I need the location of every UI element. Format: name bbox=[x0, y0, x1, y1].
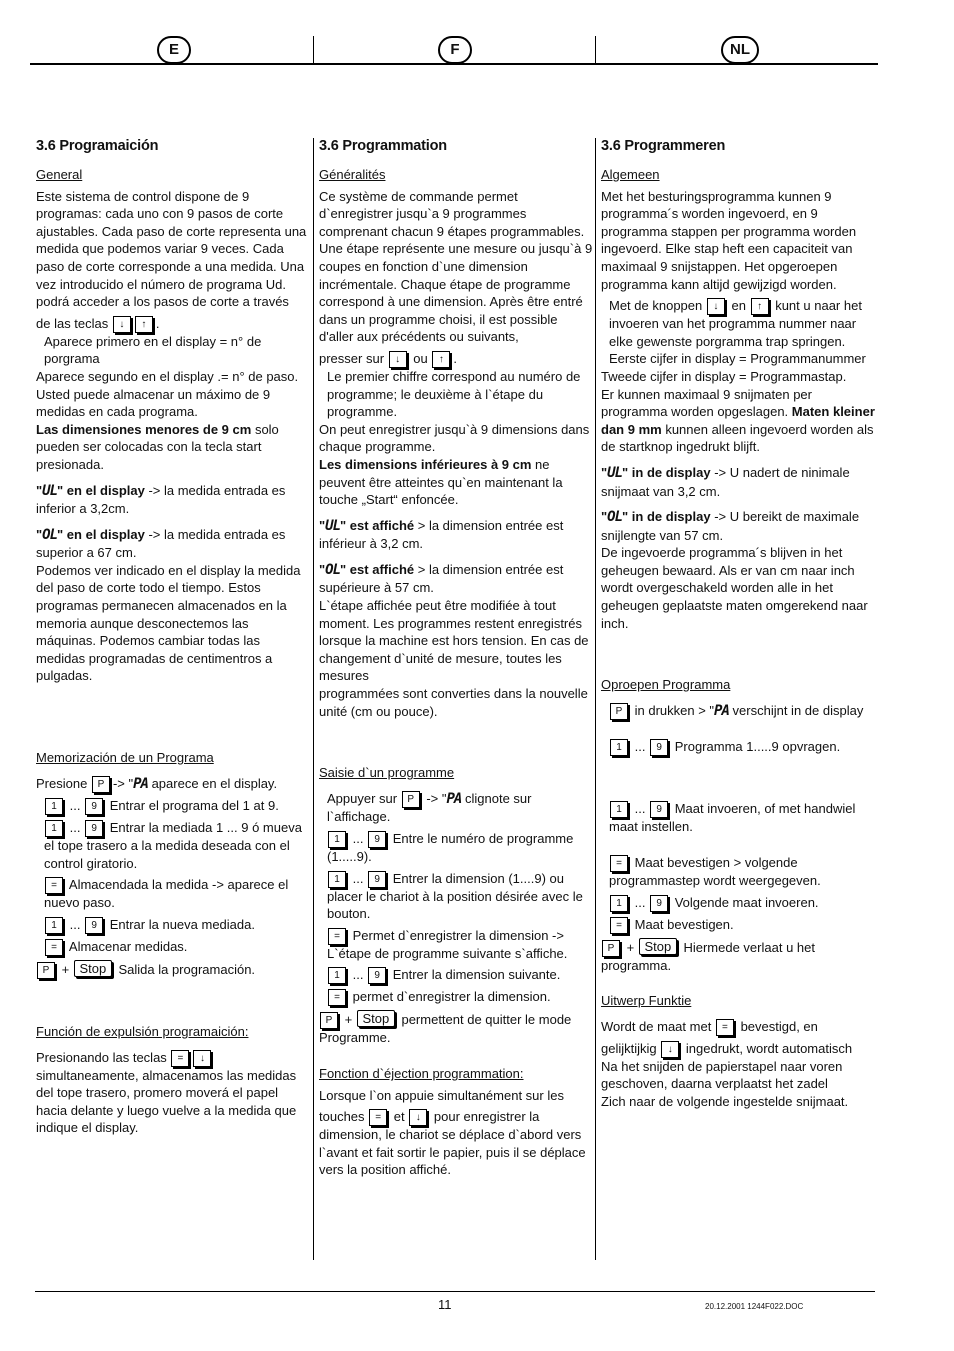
step bbox=[319, 988, 593, 1006]
key-up: ↑ bbox=[432, 351, 450, 368]
key-1: 1 bbox=[610, 801, 628, 818]
key-stop: Stop bbox=[639, 938, 677, 955]
step bbox=[601, 894, 875, 912]
text: Entrar la mediada 1 ... 9 ó mueva el tope trasero a la medida deseada con el control giratorio. bbox=[44, 820, 302, 871]
step bbox=[36, 916, 308, 934]
paragraph: Aparece segundo en el display .= n° de paso. bbox=[36, 368, 299, 384]
step bbox=[319, 830, 593, 866]
quote: " bbox=[601, 509, 608, 525]
text: touches bbox=[319, 1109, 365, 1125]
quote: " bbox=[601, 464, 608, 480]
key-eq: = bbox=[328, 989, 346, 1006]
lcd-ul: UL bbox=[42, 482, 58, 499]
paragraph bbox=[319, 561, 593, 597]
key-p: P bbox=[610, 703, 628, 720]
paragraph: Lorsque l`on appuie simultanément sur les bbox=[319, 1087, 564, 1103]
key-1: 1 bbox=[610, 739, 628, 756]
text: Almacendada la medida -> aparece el nuevo paso. bbox=[44, 877, 289, 911]
bold-text: Les dimensions inférieures à 9 cm bbox=[319, 456, 532, 472]
key-eq: = bbox=[45, 939, 63, 956]
lcd-ul: UL bbox=[325, 517, 341, 534]
subheading: Memorización de un Programa bbox=[36, 750, 214, 766]
key-9: 9 bbox=[85, 798, 103, 815]
paragraph bbox=[319, 790, 593, 826]
column-divider bbox=[595, 138, 596, 1260]
text: ... bbox=[634, 894, 646, 910]
paragraph: Este sistema de control dispone de 9 programas: cada uno con 9 pasos de corte ajustables. Cada paso de corte representa una medida que podemos variar 9 veces. Cada paso de corte corresponde a una medida. Una vez introducido el número de programa Ud. podrá acceder a los pasos de corte a través bbox=[36, 188, 307, 310]
key-1: 1 bbox=[328, 831, 346, 848]
text: ... bbox=[634, 739, 646, 755]
text: ... bbox=[352, 967, 364, 983]
text: + bbox=[61, 962, 70, 977]
paragraph: Eerste cijfer in display = Programmanummer bbox=[609, 351, 866, 367]
text: ne peuvent être atteintes qu`en maintenant la touche „Start“ enfoncée. bbox=[319, 456, 563, 508]
key-p: P bbox=[320, 1012, 338, 1029]
key-down: ↓ bbox=[389, 351, 407, 368]
text: kunt u naar het invoeren van het programma nummer naar elke gewenste porgramma trap springen. bbox=[609, 298, 862, 349]
paragraph: L`étape affichée peut être modifiée à tout moment. Les programmes restent enregistrés lorsque la machine est hors tension. En cas de changement d`unité de mesure, toutes les mesures bbox=[319, 598, 589, 684]
lcd-ul: UL bbox=[607, 464, 623, 481]
column-french bbox=[319, 138, 593, 1179]
text: ... bbox=[69, 798, 81, 814]
key-p: P bbox=[402, 791, 420, 808]
text: Hiermede verlaat u het programma. bbox=[601, 939, 815, 973]
key-eq: = bbox=[369, 1109, 387, 1126]
step bbox=[36, 938, 308, 956]
header-divider bbox=[313, 36, 314, 64]
text: permettent de quitter le mode Programme. bbox=[319, 1012, 572, 1046]
text: ... bbox=[634, 801, 646, 817]
step bbox=[36, 819, 308, 872]
key-1: 1 bbox=[610, 895, 628, 912]
text: permet d`enregistrer la dimension. bbox=[352, 989, 551, 1005]
paragraph: Usted puede almacenar un máximo de 9 medidas en cada programa. bbox=[36, 386, 271, 420]
text: + bbox=[626, 939, 635, 955]
lcd-ol: OL bbox=[607, 509, 623, 526]
subheading: Función de expulsión programaición: bbox=[36, 1024, 249, 1039]
text: clignote sur l`affichage. bbox=[327, 790, 532, 825]
paragraph bbox=[601, 464, 875, 500]
text: ... bbox=[69, 917, 81, 932]
paragraph: Le premier chiffre correspond au numéro de programme; le deuxième à l`étape du programme. bbox=[327, 368, 581, 420]
key-down: ↓ bbox=[661, 1041, 679, 1058]
footer-rule bbox=[35, 1291, 875, 1292]
key-1: 1 bbox=[328, 967, 346, 984]
step bbox=[36, 960, 308, 979]
column-divider bbox=[313, 138, 314, 1260]
paragraph bbox=[36, 421, 308, 474]
quote: " bbox=[36, 482, 43, 498]
page-number: 11 bbox=[438, 1297, 452, 1312]
paragraph bbox=[601, 1040, 875, 1058]
text: > la dimension entrée est supérieure à 57 cm. bbox=[319, 561, 564, 596]
text: Entrar la nueva mediada. bbox=[109, 917, 255, 932]
subheading: Oproepen Programma bbox=[601, 677, 731, 693]
quote: " bbox=[36, 526, 43, 542]
bold-text: " in de display bbox=[622, 509, 711, 525]
column-spanish bbox=[36, 138, 308, 1137]
key-1: 1 bbox=[45, 917, 63, 934]
text: simultaneamente, almacenamos las medidas del tope trasero, promero moverá el papel hacia delante y luego vuelve a la medida que indique el display. bbox=[36, 1067, 297, 1136]
text: in drukken > " bbox=[634, 702, 715, 718]
paragraph bbox=[319, 1108, 593, 1179]
paragraph bbox=[36, 526, 308, 562]
paragraph bbox=[36, 482, 308, 518]
text: Entrar el programa del 1 at 9. bbox=[109, 798, 279, 814]
lcd-pa: PA bbox=[446, 790, 462, 807]
paragraph: De ingevoerde programma´s blijven in het geheugen bewaard. Als er van cm naar inch wordt overgeschakeld worden alle in het geheugen geplaatste maten omgerekend naar inch. bbox=[601, 545, 868, 631]
text: Appuyer sur bbox=[327, 790, 398, 806]
text: presser sur bbox=[319, 350, 385, 366]
text: Maat bevestigen > volgende programmastep wordt weergegeven. bbox=[609, 855, 821, 889]
text: -> U bereikt de maximale snijlengte van 57 cm. bbox=[601, 509, 860, 543]
text: Entrer la dimension suivante. bbox=[392, 967, 561, 983]
key-eq: = bbox=[610, 855, 628, 872]
paragraph: Ce système de commande permet d`enregistrer jusqu`a 9 programmes comprenant chacun 9 étapes programmables. Une étape représente une mesure ou jusqu`à 9 coupes en fonction d`une dimension incrémentale. Chaque étape de programme correspond à une dimension. Après être entré dans un programme choisi, il est possible d'aller aux précédents ou suivants, bbox=[319, 188, 593, 345]
text: Met de knoppen bbox=[609, 298, 703, 314]
key-down: ↓ bbox=[409, 1109, 427, 1126]
text: Almacenar medidas. bbox=[68, 939, 188, 954]
step bbox=[319, 966, 593, 984]
key-p: P bbox=[37, 962, 55, 979]
key-down: ↓ bbox=[193, 1050, 211, 1067]
bold-text: Las dimensiones menores de 9 cm bbox=[36, 421, 252, 437]
text: -> U nadert de ninimale snijmaat van 3,2 cm. bbox=[601, 464, 850, 499]
lcd-pa: PA bbox=[714, 702, 729, 719]
step bbox=[36, 797, 308, 815]
bold-text: " en el display bbox=[57, 526, 145, 542]
key-eq: = bbox=[328, 928, 346, 945]
paragraph bbox=[601, 702, 875, 721]
text: ou bbox=[413, 350, 428, 366]
column-dutch bbox=[601, 138, 875, 1111]
paragraph: Tweede cijfer in display = Programmastap. bbox=[601, 368, 847, 384]
paragraph bbox=[601, 508, 875, 544]
subheading: General bbox=[36, 167, 83, 182]
text: en bbox=[731, 298, 746, 314]
step bbox=[319, 1010, 593, 1047]
paragraph: Met het besturingsprogramma kunnen 9 programma´s worden ingevoerd, en 9 programma stappen per programma worden ingevoerd. Elke stap heft een capaciteit van maximaal 9 snijstappen. Het opgeroepen programma kann altijd gewijzigd worden. bbox=[601, 188, 857, 292]
text: Permet d`enregistrer la dimension -> L`étape de programme suivante s`affiche. bbox=[327, 927, 568, 961]
section-title: 3.6 Programmeren bbox=[601, 138, 726, 154]
paragraph: Na het snijden de papierstapel naar voren geschoven, daarna verplaatst het zadel bbox=[601, 1058, 843, 1092]
key-9: 9 bbox=[650, 895, 668, 912]
text: Presione bbox=[36, 775, 88, 791]
header-rule bbox=[30, 63, 878, 65]
quote: " bbox=[319, 517, 326, 533]
paragraph: Zich naar de volgende ingestelde snijmaat. bbox=[601, 1094, 849, 1109]
key-9: 9 bbox=[650, 801, 668, 818]
key-p: P bbox=[92, 776, 110, 793]
step bbox=[601, 854, 875, 890]
key-eq: = bbox=[171, 1050, 189, 1067]
text: Er kunnen maximaal 9 snijmaten per programma worden opgeslagen. bbox=[601, 386, 812, 420]
paragraph: Podemos ver indicado en el display la medida del paso de corte todo el tiempo. Estos programas permanecen almacenados en la memoria aunque desconectemos las máquinas. Podemos cambiar todas las medidas programadas de centimentros a pulgadas. bbox=[36, 562, 301, 684]
key-9: 9 bbox=[650, 739, 668, 756]
key-up: ↑ bbox=[751, 298, 769, 315]
text: ... bbox=[69, 820, 81, 836]
key-9: 9 bbox=[368, 831, 386, 848]
paragraph: On peut enregistrer jusqu`à 9 dimensions dans chaque programme. bbox=[319, 421, 590, 455]
key-down: ↓ bbox=[707, 298, 725, 315]
key-1: 1 bbox=[45, 798, 63, 815]
key-9: 9 bbox=[368, 871, 386, 888]
text: Wordt de maat met bbox=[601, 1018, 712, 1034]
paragraph: de las teclas ↓ ↑ . bbox=[36, 315, 160, 331]
subheading: Uitwerp Funktie bbox=[601, 993, 692, 1009]
step bbox=[601, 738, 875, 756]
step bbox=[601, 916, 875, 934]
paragraph: Aparece primero en el display = n° de porgrama bbox=[44, 333, 262, 367]
step bbox=[319, 870, 593, 923]
key-1: 1 bbox=[45, 820, 63, 837]
document-reference: 20.12.2001 1244F022.DOC bbox=[705, 1302, 804, 1311]
text: + bbox=[344, 1012, 353, 1028]
text: -> " bbox=[112, 775, 134, 791]
paragraph: programmées sont converties dans la nouvelle unité (cm ou pouce). bbox=[319, 686, 588, 719]
step bbox=[601, 938, 875, 975]
subheading: Algemeen bbox=[601, 167, 660, 182]
text: pour enregistrer la dimension, le chariot se déplace d`abord vers l`avant et fait sortir le papier, puis il se déplace vers la position affiché. bbox=[319, 1109, 586, 1178]
subheading: Généralités bbox=[319, 167, 386, 182]
bold-text: " in de display bbox=[622, 464, 711, 480]
lcd-ol: OL bbox=[42, 526, 58, 543]
text: Entrer la dimension (1....9) ou placer le chariot à la position désirée avec le bouton. bbox=[327, 870, 583, 922]
lcd-pa: PA bbox=[133, 775, 148, 792]
text: aparece en el display. bbox=[151, 775, 278, 791]
key-up: ↑ bbox=[135, 316, 153, 333]
key-stop: Stop bbox=[357, 1010, 395, 1027]
text: de las teclas bbox=[36, 315, 109, 331]
text: et bbox=[393, 1109, 405, 1125]
lcd-ol: OL bbox=[325, 561, 341, 578]
bold-text: " en el display bbox=[57, 482, 145, 498]
text: ... bbox=[352, 870, 364, 886]
key-down: ↓ bbox=[113, 316, 131, 333]
text: solo pueden ser colocadas con la tecla start presionada. bbox=[36, 421, 279, 472]
step bbox=[319, 927, 593, 963]
text: verschijnt in de display bbox=[732, 702, 864, 718]
text: gelijktijkig bbox=[601, 1040, 657, 1056]
section-title: 3.6 Programaición bbox=[36, 138, 159, 154]
paragraph bbox=[36, 775, 308, 794]
bold-text: " est affiché bbox=[340, 561, 415, 577]
lang-badge-nl: NL bbox=[721, 36, 759, 64]
text: Entre le numéro de programme (1.....9). bbox=[327, 831, 574, 864]
text: -> " bbox=[426, 790, 447, 806]
key-9: 9 bbox=[85, 917, 103, 934]
key-eq: = bbox=[45, 877, 63, 894]
header-divider bbox=[595, 36, 596, 64]
paragraph bbox=[601, 386, 875, 456]
text: kunnen alleen ingevoerd worden als de startknop ingedrukt blijft. bbox=[601, 421, 874, 455]
text: Maat bevestigen. bbox=[634, 916, 734, 932]
text: Volgende maat invoeren. bbox=[674, 894, 819, 910]
text: Salida la programación. bbox=[118, 962, 256, 977]
key-stop: Stop bbox=[74, 960, 112, 977]
subheading: Fonction d`éjection programmation: bbox=[319, 1065, 524, 1081]
text: Programma 1.....9 opvragen. bbox=[674, 739, 841, 755]
paragraph: presser sur ↓ ou ↑ . bbox=[319, 350, 457, 366]
paragraph bbox=[36, 1049, 308, 1137]
key-p: P bbox=[602, 940, 620, 957]
text: ingedrukt, wordt automatisch bbox=[685, 1040, 853, 1056]
text: -> la medida entrada es superior a 67 cm. bbox=[36, 526, 286, 561]
bold-text: Maten kleiner dan 9 mm bbox=[601, 404, 875, 437]
section-title: 3.6 Programmation bbox=[319, 138, 447, 154]
paragraph bbox=[601, 1018, 875, 1036]
key-eq: = bbox=[716, 1019, 734, 1036]
step bbox=[36, 876, 308, 912]
text: ... bbox=[352, 831, 364, 846]
text: bevestigd, en bbox=[740, 1018, 818, 1034]
text: Presionando las teclas bbox=[36, 1049, 167, 1065]
lang-badge-f: F bbox=[438, 36, 472, 64]
paragraph bbox=[601, 297, 875, 350]
key-9: 9 bbox=[85, 820, 103, 837]
text: -> la medida entrada es inferior a 3,2cm. bbox=[36, 482, 286, 517]
key-1: 1 bbox=[328, 871, 346, 888]
paragraph bbox=[319, 456, 593, 509]
paragraph bbox=[319, 517, 593, 553]
text: > la dimension entrée est inférieur à 3,2 cm. bbox=[319, 517, 564, 552]
lang-badge-e: E bbox=[157, 36, 191, 64]
bold-text: " est affiché bbox=[340, 517, 415, 533]
quote: " bbox=[319, 561, 326, 577]
subheading: Saisie d`un programme bbox=[319, 765, 455, 781]
key-eq: = bbox=[610, 917, 628, 934]
text: Maat invoeren, of met handwiel maat instellen. bbox=[609, 801, 856, 835]
step bbox=[601, 800, 875, 836]
key-9: 9 bbox=[368, 967, 386, 984]
